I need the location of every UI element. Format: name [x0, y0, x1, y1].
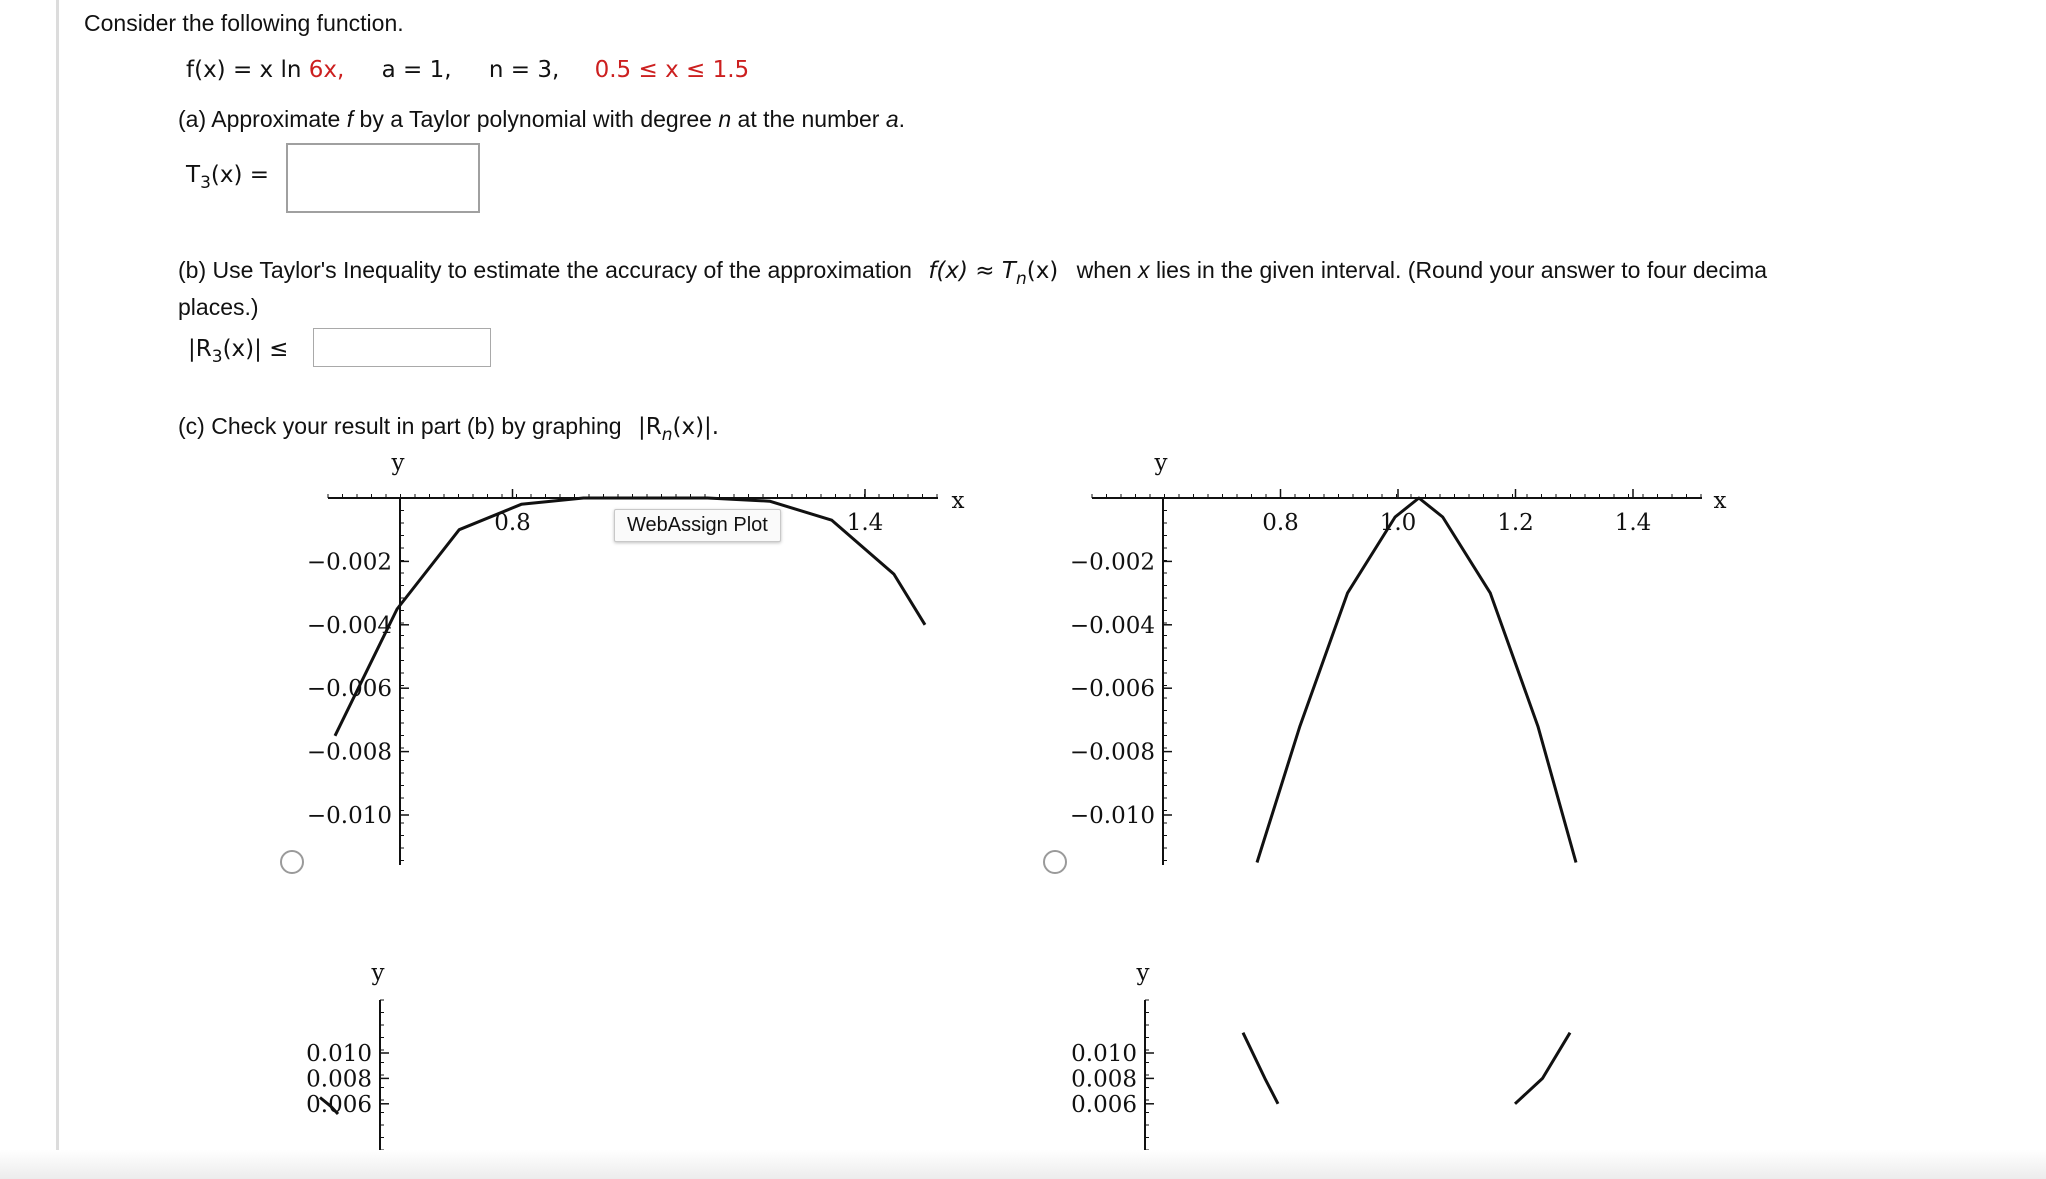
part-a-label: (a) Approximate	[178, 106, 341, 132]
y-tick-label: −0.004	[306, 612, 392, 639]
radio-button-icon[interactable]	[1043, 850, 1067, 874]
part-c-abs-rest: (x)|.	[672, 414, 720, 440]
part-b-text: lies in the given interval. (Round your answer to four decima	[1155, 257, 1768, 283]
bottom-scroll-shade	[0, 1150, 2046, 1179]
part-a-period: .	[898, 106, 906, 132]
part-b-x: x	[1138, 257, 1150, 283]
x-tick-label: 1.4	[846, 510, 884, 536]
part-c-abs-r: |R	[637, 414, 662, 440]
y-axis-label: y	[371, 960, 385, 986]
plot-curve	[1257, 498, 1576, 863]
part-c-label: (c) Check your result in part (b) by graphing	[178, 413, 622, 439]
y-axis-label: y	[1154, 450, 1168, 476]
t3-label-t: T	[186, 162, 201, 188]
plot-curve	[1243, 1033, 1278, 1104]
plot-curve	[1515, 1033, 1570, 1104]
y-tick-label: 0.010	[1071, 1041, 1137, 1067]
x-tick-label: 1.4	[1614, 510, 1652, 536]
y-tick-label: −0.002	[1069, 549, 1155, 576]
x-axis-label: x	[1713, 488, 1727, 514]
r3-label-r: |R	[188, 336, 212, 362]
x-tick-label: 0.8	[494, 510, 531, 536]
y-tick-label: −0.006	[306, 676, 392, 703]
part-b-label: (b) Use Taylor's Inequality to estimate the accuracy of the approximation	[178, 257, 912, 283]
webassign-plot-tooltip: WebAssign Plot	[614, 509, 781, 542]
t3-label-rest: (x) =	[210, 162, 270, 188]
y-tick-label: 0.006	[1071, 1091, 1137, 1118]
function-argument: 6x,	[308, 57, 345, 83]
part-a-f: f	[346, 106, 354, 132]
question-intro: Consider the following function.	[84, 10, 404, 36]
interval: 0.5 ≤ x ≤ 1.5	[594, 57, 750, 83]
part-a-a: a	[885, 106, 899, 132]
x-tick-label: 1.0	[1379, 510, 1417, 536]
y-tick-label: 0.008	[1071, 1066, 1137, 1093]
plot-option-4	[1071, 960, 1570, 1179]
y-tick-label: −0.004	[1069, 612, 1155, 639]
degree-n: n = 3,	[488, 57, 560, 83]
r3-label-sub: 3	[211, 347, 223, 367]
part-a-n: n	[718, 106, 732, 132]
plot-option-3	[306, 960, 389, 1179]
part-b-approx-rest: (x)	[1026, 258, 1059, 284]
part-b-approx-sub: n	[1015, 269, 1027, 289]
x-tick-label: 1.2	[1497, 510, 1534, 536]
part-b-approx: f(x) ≈ T	[928, 258, 1016, 284]
y-axis-label: y	[391, 450, 405, 476]
part-b-prompt-line2: places.)	[178, 294, 259, 320]
y-tick-label: 0.010	[306, 1041, 372, 1067]
radio-button-icon[interactable]	[280, 850, 304, 874]
t3-label-sub: 3	[200, 173, 211, 193]
part-a-text-1: by a Taylor polynomial with degree	[359, 106, 712, 132]
x-axis-label: x	[951, 488, 965, 514]
part-b-when: when	[1076, 257, 1132, 283]
y-tick-label: −0.002	[306, 549, 392, 576]
x-tick-label: 0.8	[1262, 510, 1299, 536]
plot-option-2	[1070, 450, 1727, 865]
y-tick-label: −0.006	[1069, 676, 1155, 703]
y-axis-label: y	[1136, 960, 1150, 986]
y-tick-label: 0.008	[306, 1066, 372, 1093]
y-tick-label: 0.006	[306, 1091, 372, 1118]
function-lhs: f(x) = x ln	[186, 57, 309, 83]
part-a-text-2: at the number	[737, 106, 880, 132]
r3-label-rest: (x)| ≤	[222, 336, 289, 362]
y-tick-label: −0.010	[1069, 803, 1155, 829]
y-tick-label: −0.008	[1069, 739, 1155, 766]
part-c-abs-sub: n	[661, 425, 673, 445]
center-a: a = 1,	[381, 57, 452, 83]
y-tick-label: −0.008	[306, 739, 392, 766]
y-tick-label: −0.010	[306, 803, 392, 829]
